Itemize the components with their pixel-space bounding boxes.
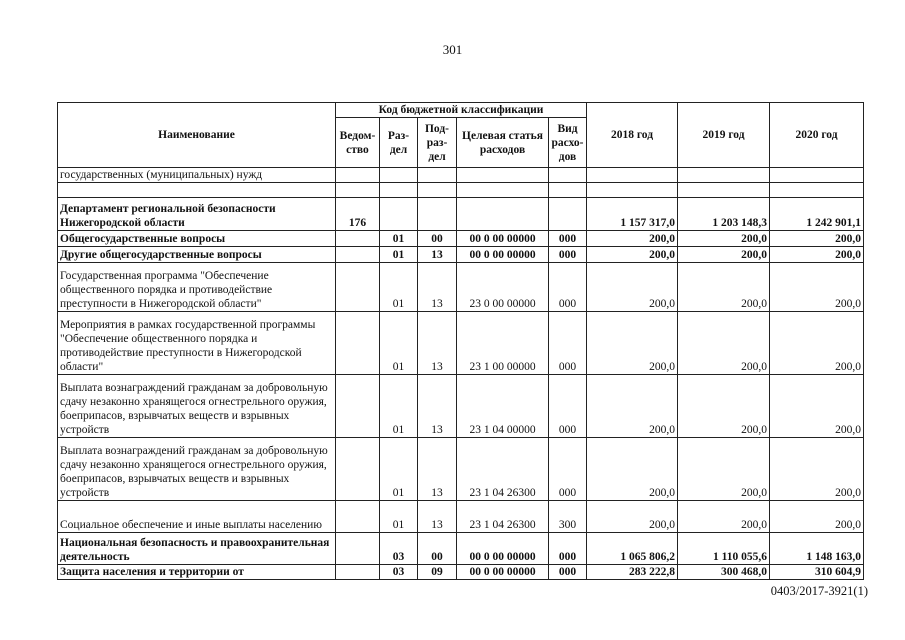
row-vedomstvo (336, 312, 380, 375)
row-vedomstvo (336, 375, 380, 438)
row-name: Департамент региональной безопасности Нижегородской области (58, 198, 336, 231)
row-value-2019: 200,0 (678, 263, 770, 312)
row-value-2019: 200,0 (678, 501, 770, 533)
row-name: Государственная программа "Обеспечение общественного порядка и противодействие преступности в Нижегородской области" (58, 263, 336, 312)
row-vedomstvo (336, 168, 380, 183)
row-value-2018: 200,0 (587, 312, 678, 375)
row-podrazdel: 00 (418, 533, 457, 565)
table-row (58, 312, 864, 375)
row-vedomstvo (336, 183, 380, 198)
row-value-2020: 200,0 (770, 312, 864, 375)
header-razdel: Раз-дел (380, 118, 418, 168)
row-value-2020: 200,0 (770, 231, 864, 247)
row-value-2019: 200,0 (678, 312, 770, 375)
row-name: Выплата вознаграждений гражданам за добровольную сдачу незаконно хранящегося огнестрельного оружия, боеприпасов, взрывчатых веществ и взрывных устройств (58, 375, 336, 438)
row-target: 23 1 00 00000 (457, 312, 549, 375)
row-value-2020: 310 604,9 (770, 565, 864, 580)
row-value-2018: 200,0 (587, 231, 678, 247)
row-target (457, 183, 549, 198)
row-value-2018: 200,0 (587, 501, 678, 533)
header-2020: 2020 год (770, 103, 864, 168)
header-vedomstvo: Ведом-ство (336, 118, 380, 168)
row-vid: 000 (549, 533, 587, 565)
table-row (58, 501, 864, 533)
row-target: 23 1 04 00000 (457, 375, 549, 438)
row-value-2018: 283 222,8 (587, 565, 678, 580)
row-razdel (380, 168, 418, 183)
row-razdel: 01 (380, 231, 418, 247)
row-name: Общегосударственные вопросы (58, 231, 336, 247)
table-row (58, 375, 864, 438)
row-podrazdel: 09 (418, 565, 457, 580)
row-name: государственных (муниципальных) нужд (58, 168, 336, 183)
row-vid: 000 (549, 565, 587, 580)
row-value-2019 (678, 183, 770, 198)
row-vedomstvo (336, 438, 380, 501)
row-value-2019: 200,0 (678, 231, 770, 247)
row-razdel: 03 (380, 533, 418, 565)
row-value-2019: 200,0 (678, 438, 770, 501)
row-value-2018: 1 065 806,2 (587, 533, 678, 565)
row-value-2020 (770, 183, 864, 198)
row-podrazdel (418, 168, 457, 183)
row-vid: 000 (549, 312, 587, 375)
table-row (58, 198, 864, 231)
row-podrazdel: 13 (418, 375, 457, 438)
table-row (58, 168, 864, 183)
row-name: Социальное обеспечение и иные выплаты населению (58, 501, 336, 533)
row-vid: 000 (549, 247, 587, 263)
row-podrazdel: 13 (418, 501, 457, 533)
header-vid: Вид расхо-дов (549, 118, 587, 168)
row-name: Защита населения и территории от (58, 565, 336, 580)
row-name (58, 183, 336, 198)
row-value-2019 (678, 168, 770, 183)
table-row (58, 247, 864, 263)
row-value-2019: 300 468,0 (678, 565, 770, 580)
table-row (58, 263, 864, 312)
page-number: 301 (442, 42, 463, 57)
row-vid (549, 168, 587, 183)
row-name: Мероприятия в рамках государственной программы "Обеспечение общественного порядка и противодействие преступности в Нижегородской области" (58, 312, 336, 375)
row-podrazdel (418, 183, 457, 198)
row-target: 00 0 00 00000 (457, 533, 549, 565)
row-name: Национальная безопасность и правоохранительная деятельность (58, 533, 336, 565)
header-2018: 2018 год (587, 103, 678, 168)
budget-table (57, 102, 864, 580)
row-value-2018: 200,0 (587, 263, 678, 312)
row-target: 00 0 00 00000 (457, 247, 549, 263)
table-row (58, 183, 864, 198)
row-value-2019: 1 110 055,6 (678, 533, 770, 565)
row-podrazdel (418, 198, 457, 231)
document-code: 0403/2017-3921(1) (770, 584, 868, 598)
row-value-2018: 200,0 (587, 247, 678, 263)
row-value-2019: 200,0 (678, 247, 770, 263)
row-vedomstvo (336, 247, 380, 263)
row-value-2020: 1 242 901,1 (770, 198, 864, 231)
row-value-2018 (587, 183, 678, 198)
header-target: Целевая статья расходов (457, 118, 549, 168)
row-name: Другие общегосударственные вопросы (58, 247, 336, 263)
table-row (58, 438, 864, 501)
row-target: 00 0 00 00000 (457, 231, 549, 247)
row-value-2020: 200,0 (770, 247, 864, 263)
row-value-2020: 1 148 163,0 (770, 533, 864, 565)
row-razdel: 01 (380, 375, 418, 438)
row-vedomstvo (336, 533, 380, 565)
header-code-group: Код бюджетной классификации (336, 103, 587, 118)
row-vid: 000 (549, 438, 587, 501)
row-razdel: 03 (380, 565, 418, 580)
header-name: Наименование (58, 103, 336, 168)
row-target (457, 168, 549, 183)
row-razdel: 01 (380, 438, 418, 501)
table-row (58, 565, 864, 580)
row-vedomstvo (336, 501, 380, 533)
header-podrazdel: Под-раз-дел (418, 118, 457, 168)
table-row (58, 231, 864, 247)
row-razdel (380, 198, 418, 231)
row-value-2019: 200,0 (678, 375, 770, 438)
row-vid: 000 (549, 263, 587, 312)
row-value-2020: 200,0 (770, 263, 864, 312)
row-target (457, 198, 549, 231)
table-row (58, 533, 864, 565)
row-value-2020 (770, 168, 864, 183)
row-value-2018: 1 157 317,0 (587, 198, 678, 231)
row-vedomstvo (336, 565, 380, 580)
row-razdel: 01 (380, 501, 418, 533)
row-value-2020: 200,0 (770, 438, 864, 501)
row-razdel: 01 (380, 263, 418, 312)
row-podrazdel: 13 (418, 312, 457, 375)
row-podrazdel: 13 (418, 263, 457, 312)
row-vid (549, 198, 587, 231)
row-vedomstvo (336, 231, 380, 247)
row-value-2019: 1 203 148,3 (678, 198, 770, 231)
row-podrazdel: 00 (418, 231, 457, 247)
row-razdel (380, 183, 418, 198)
row-vedomstvo (336, 263, 380, 312)
row-value-2018: 200,0 (587, 438, 678, 501)
row-vid: 300 (549, 501, 587, 533)
row-target: 00 0 00 00000 (457, 565, 549, 580)
row-vid: 000 (549, 375, 587, 438)
row-razdel: 01 (380, 247, 418, 263)
row-vid (549, 183, 587, 198)
row-vedomstvo: 176 (336, 198, 380, 231)
row-value-2020: 200,0 (770, 501, 864, 533)
row-value-2020: 200,0 (770, 375, 864, 438)
row-razdel: 01 (380, 312, 418, 375)
row-name: Выплата вознаграждений гражданам за добровольную сдачу незаконно хранящегося огнестрельного оружия, боеприпасов, взрывчатых веществ и взрывных устройств (58, 438, 336, 501)
row-target: 23 1 04 26300 (457, 438, 549, 501)
row-podrazdel: 13 (418, 247, 457, 263)
row-target: 23 1 04 26300 (457, 501, 549, 533)
row-vid: 000 (549, 231, 587, 247)
row-podrazdel: 13 (418, 438, 457, 501)
header-2019: 2019 год (678, 103, 770, 168)
row-value-2018: 200,0 (587, 375, 678, 438)
row-value-2018 (587, 168, 678, 183)
row-target: 23 0 00 00000 (457, 263, 549, 312)
